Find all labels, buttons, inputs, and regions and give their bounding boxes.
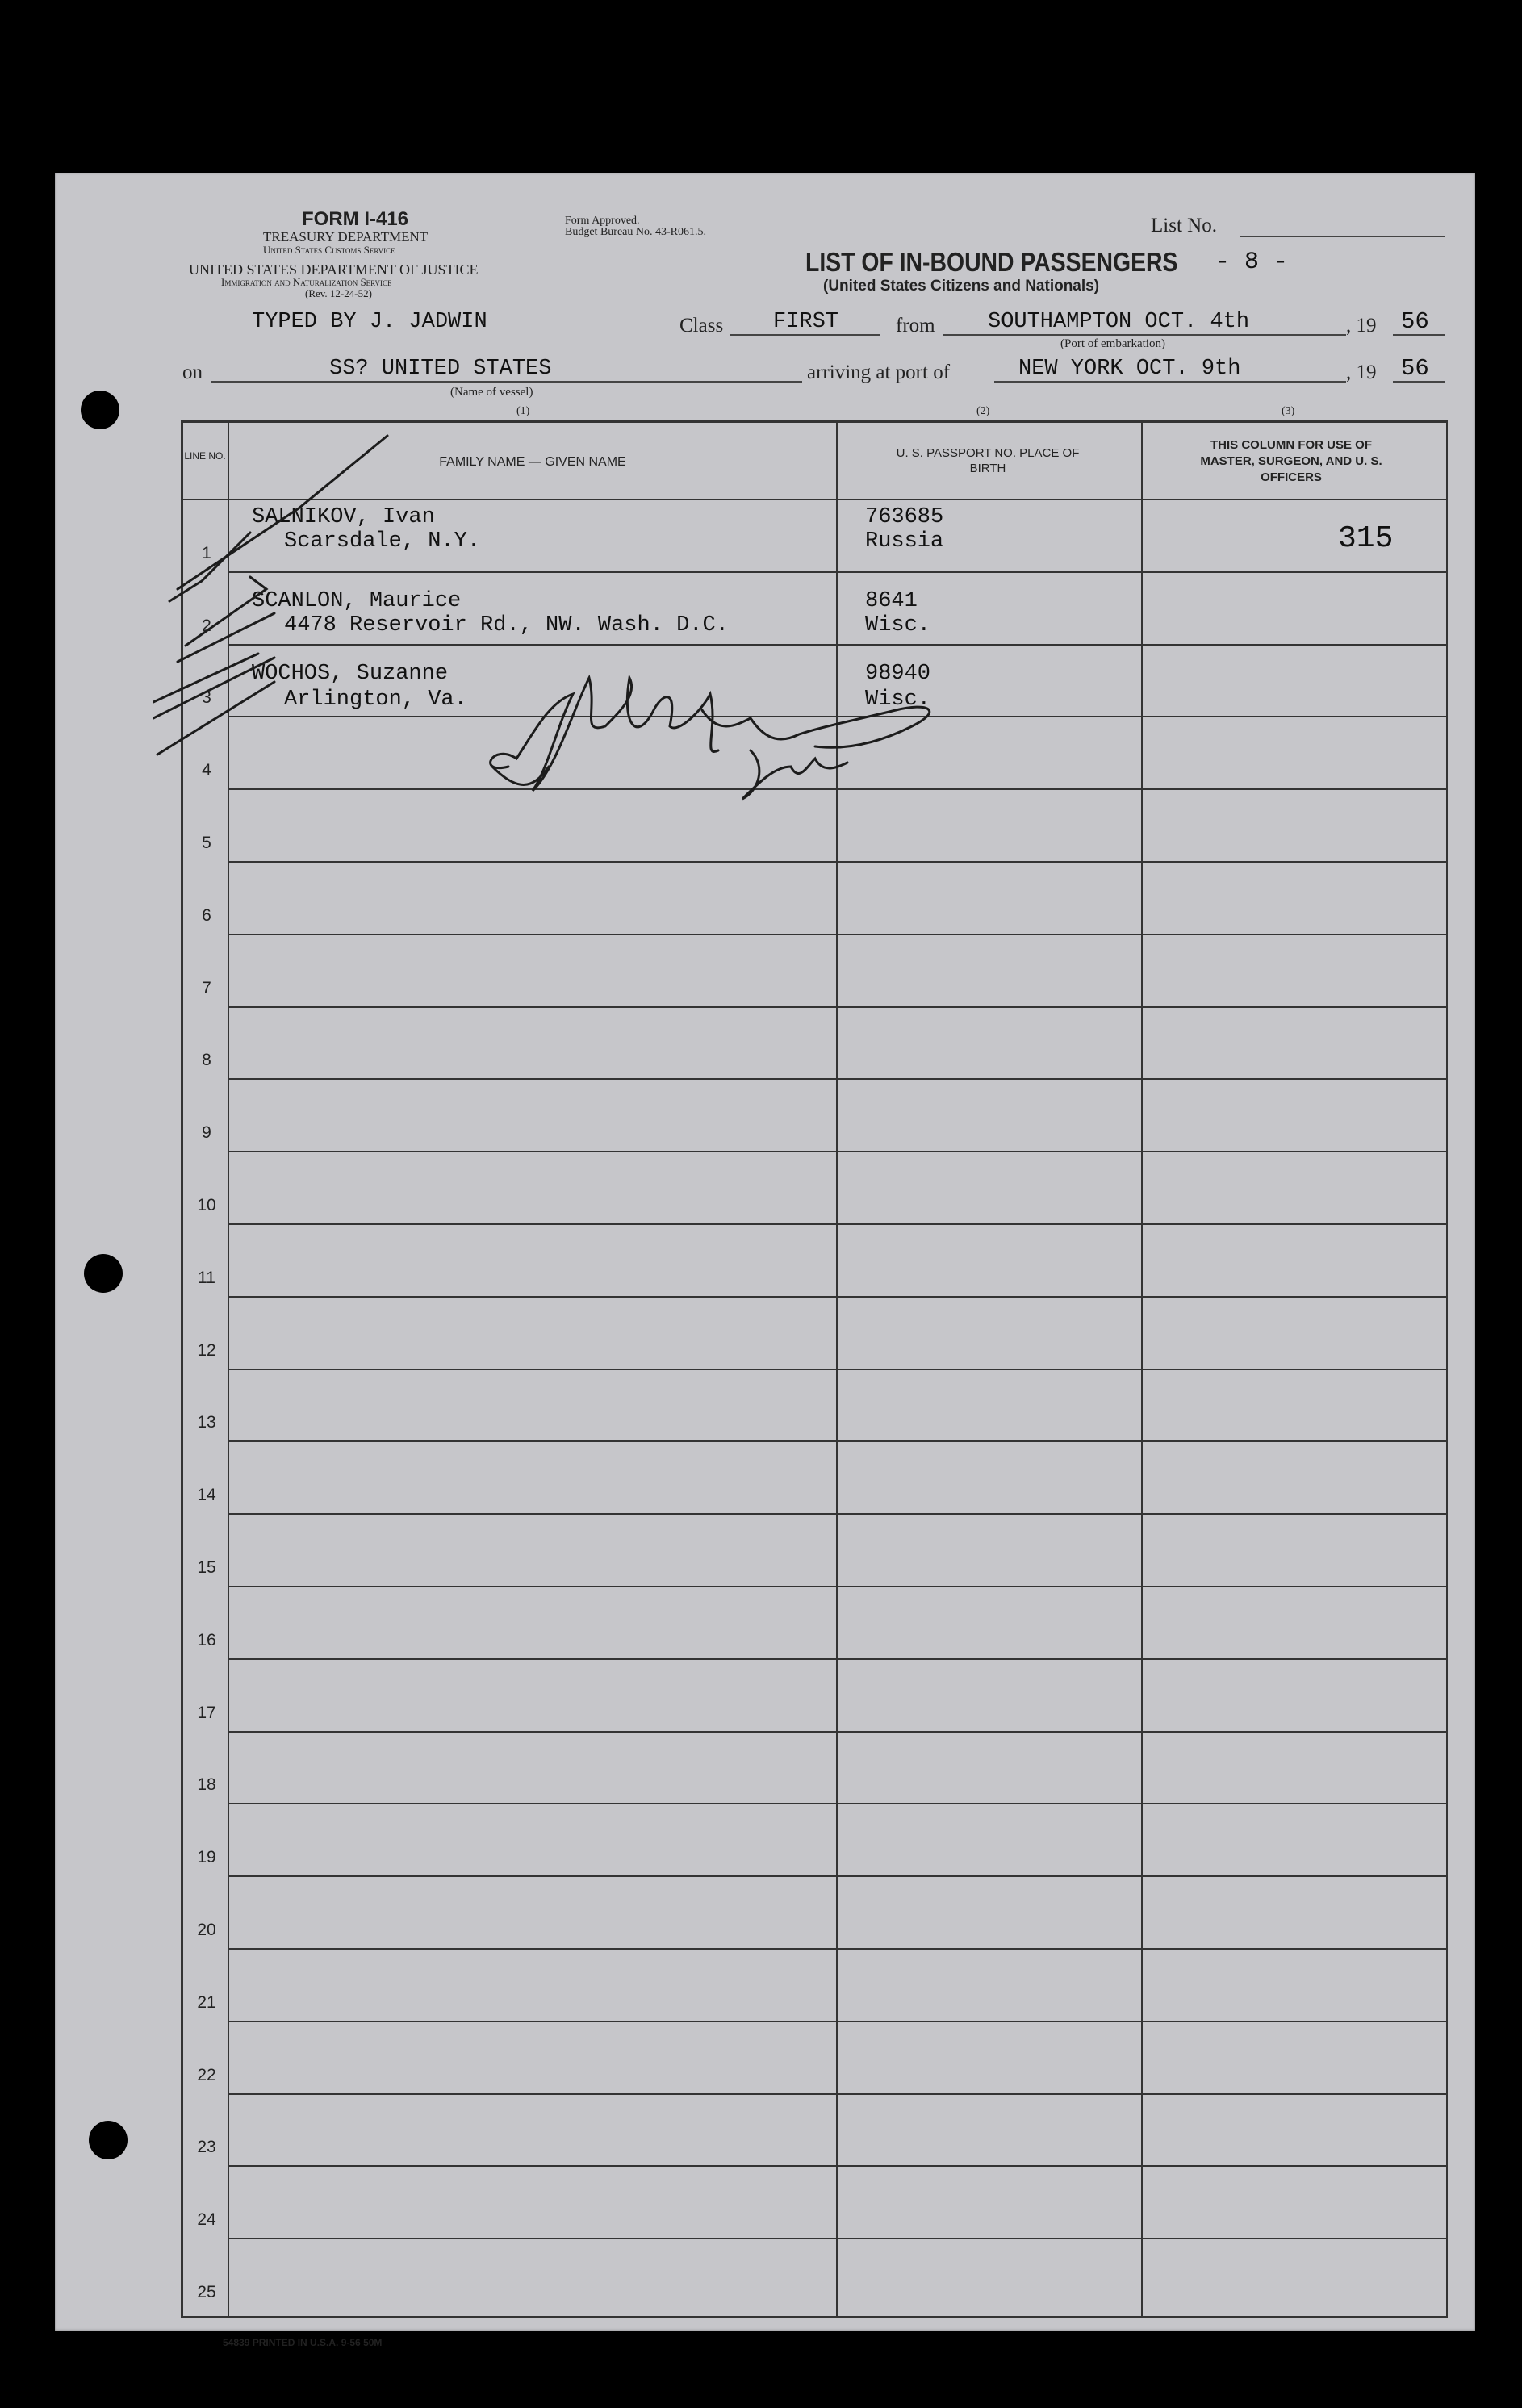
row-number: 13 [197,1413,216,1432]
row-rule [228,934,1446,935]
entry-2-name: SCANLON, Maurice [252,589,462,613]
entry-3-birth: Wisc. [865,688,931,712]
passport-officer-divider [1141,420,1143,2316]
form-title: LIST OF IN-BOUND PASSENGERS [805,247,1178,277]
row-number: 9 [202,1123,211,1142]
typed-by: TYPED BY J. JADWIN [252,310,487,334]
row-number: 4 [202,761,211,780]
entry-3-passport: 98940 [865,662,931,686]
on-label: on [182,362,203,383]
entry-1-address: Scarsdale, N.Y. [284,529,481,554]
row-rule [228,1006,1446,1008]
handwritten-signature [153,387,960,823]
row-rule [228,2238,1446,2239]
entry-3-name: WOCHOS, Suzanne [252,662,449,686]
class-line [730,334,880,336]
from-year: 56 [1401,308,1429,335]
form-subtitle: (United States Citizens and Nationals) [823,278,1100,295]
entry-2-passport: 8641 [865,589,918,613]
row-rule [228,861,1446,863]
customs-service: United States Customs Service [263,244,395,256]
row-rule [228,1223,1446,1225]
list-number-value: - 8 - [1215,249,1289,276]
row-rule [228,1296,1446,1298]
row-rule [228,2165,1446,2167]
print-footer: 54839 PRINTED IN U.S.A. 9-56 50M [223,2337,383,2348]
budget-bureau: Budget Bureau No. 43-R061.5. [565,226,706,238]
table-bottom-border [181,2316,1448,2318]
row-rule [228,1731,1446,1733]
row-rule [228,1440,1446,1442]
column-3-number: (3) [1282,405,1295,417]
row-number: 16 [197,1631,216,1649]
row-number: 12 [197,1341,216,1360]
entry-1-name: SALNIKOV, Ivan [252,505,435,529]
row-rule [228,2021,1446,2022]
entry-1-officer-number: 315 [1338,521,1394,556]
from-year-line [1393,334,1445,336]
row-rule [228,1151,1446,1152]
entry-2-address: 4478 Reservoir Rd., NW. Wash. D.C. [284,613,729,638]
list-number-label: List No. [1151,215,1217,236]
row-number: 6 [202,906,211,925]
treasury-dept: TREASURY DEPARTMENT [263,229,429,245]
binder-hole-middle [84,1254,123,1293]
arriving-label: arriving at port of [807,362,951,383]
justice-dept: UNITED STATES DEPARTMENT OF JUSTICE [189,261,479,278]
column-2-number: (2) [976,405,990,417]
row-rule [228,1369,1446,1370]
row-number: 3 [202,688,211,707]
row-rule [228,1078,1446,1080]
row-rule [228,1513,1446,1515]
class-label: Class [679,315,724,337]
row-number: 25 [197,2283,216,2301]
row-number: 1 [202,544,211,562]
entry-2-birth: Wisc. [865,613,931,638]
arrival-year-line [1393,381,1445,383]
entry-1-passport: 763685 [865,505,944,529]
form-approved: Form Approved. [565,215,640,227]
row-number: 11 [198,1269,215,1287]
row-rule [228,1803,1446,1804]
ins-service: Immigration and Naturalization Service [221,276,392,288]
row-number: 22 [197,2066,216,2084]
from-value: SOUTHAMPTON OCT. 4th [988,310,1250,334]
row-rule [228,1658,1446,1660]
vessel-line [211,381,802,383]
row-rule [228,1586,1446,1587]
class-value: FIRST [773,310,839,334]
row-number: 21 [197,1993,216,2012]
header-family-name: FAMILY NAME — GIVEN NAME [439,455,626,469]
row-rule [228,2093,1446,2095]
row-number: 2 [202,617,211,635]
arrival-year: 56 [1401,355,1429,382]
row-rule [228,1948,1446,1950]
row-number: 19 [197,1848,216,1867]
vessel-name: SS? UNITED STATES [329,357,552,381]
column-1-number: (1) [516,405,530,417]
from-label: from [896,315,935,337]
entry-1-birth: Russia [865,529,944,554]
arrival-year-prefix: , 19 [1346,362,1377,383]
row-rule [228,1875,1446,1877]
row-number: 23 [197,2138,216,2156]
vessel-caption: (Name of vessel) [450,386,533,399]
row-number: 7 [202,979,211,997]
list-number-line [1240,236,1445,237]
header-line-no: LINE NO. [184,450,226,462]
binder-hole-bottom [89,2121,128,2159]
row-number: 8 [202,1051,211,1069]
row-number: 14 [197,1486,216,1504]
row-number: 10 [197,1196,216,1214]
row-number: 18 [197,1775,216,1794]
entry-3-address: Arlington, Va. [284,688,467,712]
revision-date: (Rev. 12-24-52) [305,287,372,299]
table-right-border [1446,420,1448,2316]
port-embarkation-caption: (Port of embarkation) [1060,337,1165,350]
form-number: FORM I-416 [302,208,409,230]
row-number: 20 [197,1921,216,1939]
row-number: 24 [197,2210,216,2229]
arriving-value: NEW YORK OCT. 9th [1018,357,1241,381]
row-number: 5 [202,834,211,852]
arriving-line [994,381,1346,383]
binder-hole-top [81,391,119,429]
header-passport: U. S. PASSPORT NO. PLACE OF BIRTH [896,446,1080,475]
from-year-prefix: , 19 [1346,315,1377,337]
header-officers: THIS COLUMN FOR USE OF MASTER, SURGEON, AND U. S. OFFICERS [1200,438,1382,484]
row-number: 15 [197,1558,216,1577]
row-number: 17 [197,1704,216,1722]
from-line [943,334,1346,336]
